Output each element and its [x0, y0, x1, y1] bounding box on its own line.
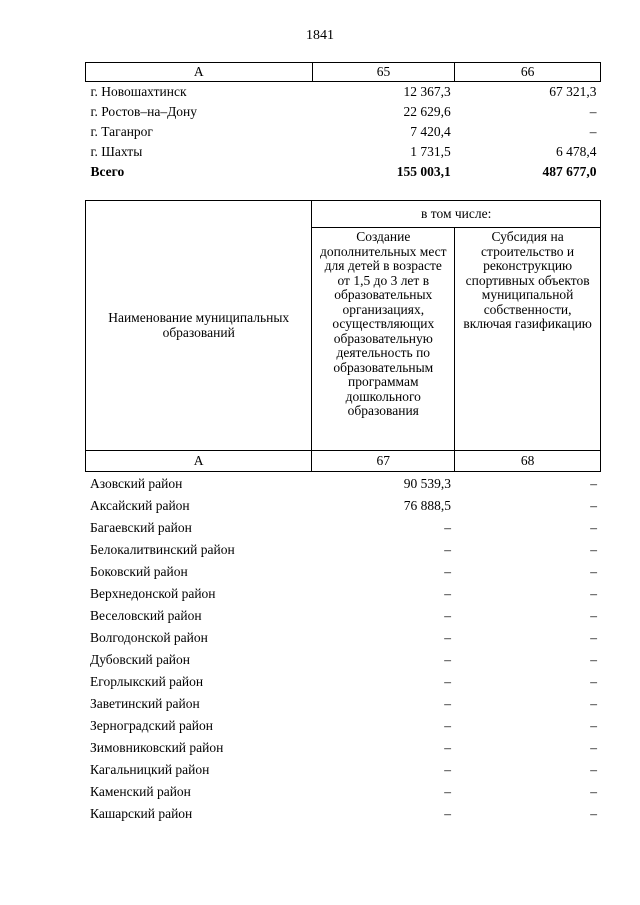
row-value-68: – [590, 630, 597, 645]
row-value-68: – [590, 806, 597, 821]
row-value-68: – [590, 608, 597, 623]
row-value-68: – [590, 476, 597, 491]
row-value-67: – [444, 762, 451, 777]
row-value-68: – [590, 498, 597, 513]
row-name: Зерноградский район [90, 718, 213, 733]
column-67-header: Создание дополнительных мест для детей в возрасте от 1,5 до 3 лет в образовательных организациях, осуществляющих образовательную деятельность по образовательным программам дошкольного образования [312, 228, 455, 451]
row-value-67: – [444, 740, 451, 755]
bottom-table-header [85, 200, 601, 472]
row-value-68: – [590, 520, 597, 535]
municipality-name-header: Наименование муниципальных образований [86, 201, 312, 451]
row-value-66: – [589, 124, 597, 139]
top-table [85, 62, 601, 182]
table-row [85, 561, 601, 583]
row-value-67: – [444, 696, 451, 711]
table-row [85, 715, 601, 737]
row-value-67: 76 888,5 [403, 498, 451, 513]
row-name: Кашарский район [90, 806, 193, 821]
table-row [86, 102, 601, 122]
row-value-67: – [444, 652, 451, 667]
row-value-67: – [444, 542, 451, 557]
row-value-68: – [590, 740, 597, 755]
row-name: г. Шахты [90, 144, 143, 159]
code-cell-67: 67 [312, 451, 455, 472]
row-value-66: 67 321,3 [549, 84, 597, 99]
total-row [86, 162, 601, 182]
row-value-68: – [590, 784, 597, 799]
row-value-68: – [590, 762, 597, 777]
row-value-65: 22 629,6 [403, 104, 451, 119]
row-value-65: 1 731,5 [410, 144, 451, 159]
table-row [86, 142, 601, 162]
row-name: Егорлыкский район [90, 674, 204, 689]
row-value-66: – [589, 104, 597, 119]
row-value-67: – [444, 718, 451, 733]
row-value-67: – [444, 608, 451, 623]
row-value-68: – [590, 586, 597, 601]
row-value-67: – [444, 520, 451, 535]
row-value-67: – [444, 586, 451, 601]
table-row [85, 781, 601, 803]
top-table-header [86, 63, 601, 82]
row-name: Багаевский район [90, 520, 192, 535]
row-value-67: – [444, 784, 451, 799]
row-name: Боковский район [90, 564, 188, 579]
row-name: г. Таганрог [90, 124, 153, 139]
row-value-65: 12 367,3 [403, 84, 451, 99]
total-label: Всего [90, 164, 125, 179]
table-row [85, 693, 601, 715]
header-cell-65: 65 [312, 63, 455, 82]
table-row [85, 737, 601, 759]
total-value-65: 155 003,1 [396, 164, 451, 179]
row-name: Аксайский район [90, 498, 190, 513]
table-row [85, 605, 601, 627]
row-value-68: – [590, 652, 597, 667]
table-row [85, 671, 601, 693]
header-cell-a: А [86, 63, 313, 82]
bottom-table-body [85, 473, 601, 825]
row-name: Каменский район [90, 784, 191, 799]
total-value-66: 487 677,0 [542, 164, 597, 179]
row-value-68: – [590, 696, 597, 711]
table-row [85, 539, 601, 561]
table-row [85, 495, 601, 517]
row-name: Азовский район [90, 476, 183, 491]
row-name: Белокалитвинский район [90, 542, 235, 557]
row-name: г. Новошахтинск [90, 84, 187, 99]
row-value-67: 90 539,3 [403, 476, 451, 491]
row-value-65: 7 420,4 [410, 124, 451, 139]
row-value-66: 6 478,4 [556, 144, 597, 159]
row-value-68: – [590, 674, 597, 689]
code-cell-68: 68 [455, 451, 601, 472]
header-cell-66: 66 [455, 63, 601, 82]
row-value-68: – [590, 564, 597, 579]
row-value-68: – [590, 718, 597, 733]
row-name: Волгодонской район [90, 630, 208, 645]
column-68-header: Субсидия на строительство и реконструкцию спортивных объектов муниципальной собственности, включая газификацию [455, 228, 601, 451]
row-name: Верхнедонской район [90, 586, 216, 601]
table-row [85, 517, 601, 539]
row-name: Дубовский район [90, 652, 191, 667]
row-name: Кагальницкий район [90, 762, 210, 777]
row-name: г. Ростов–на–Дону [90, 104, 198, 119]
table-row [85, 473, 601, 495]
code-cell-a: А [86, 451, 312, 472]
row-value-67: – [444, 674, 451, 689]
table-row [85, 803, 601, 825]
table-row [86, 82, 601, 103]
page-number: 1841 [306, 28, 334, 43]
row-value-68: – [590, 542, 597, 557]
row-value-67: – [444, 630, 451, 645]
row-name: Заветинский район [90, 696, 200, 711]
row-value-67: – [444, 806, 451, 821]
row-name: Зимовниковский район [90, 740, 224, 755]
table-row [85, 627, 601, 649]
table-row [85, 759, 601, 781]
table-row [86, 122, 601, 142]
table-row [85, 649, 601, 671]
group-header: в том числе: [312, 201, 601, 228]
table-row [85, 583, 601, 605]
row-name: Веселовский район [90, 608, 202, 623]
row-value-67: – [444, 564, 451, 579]
